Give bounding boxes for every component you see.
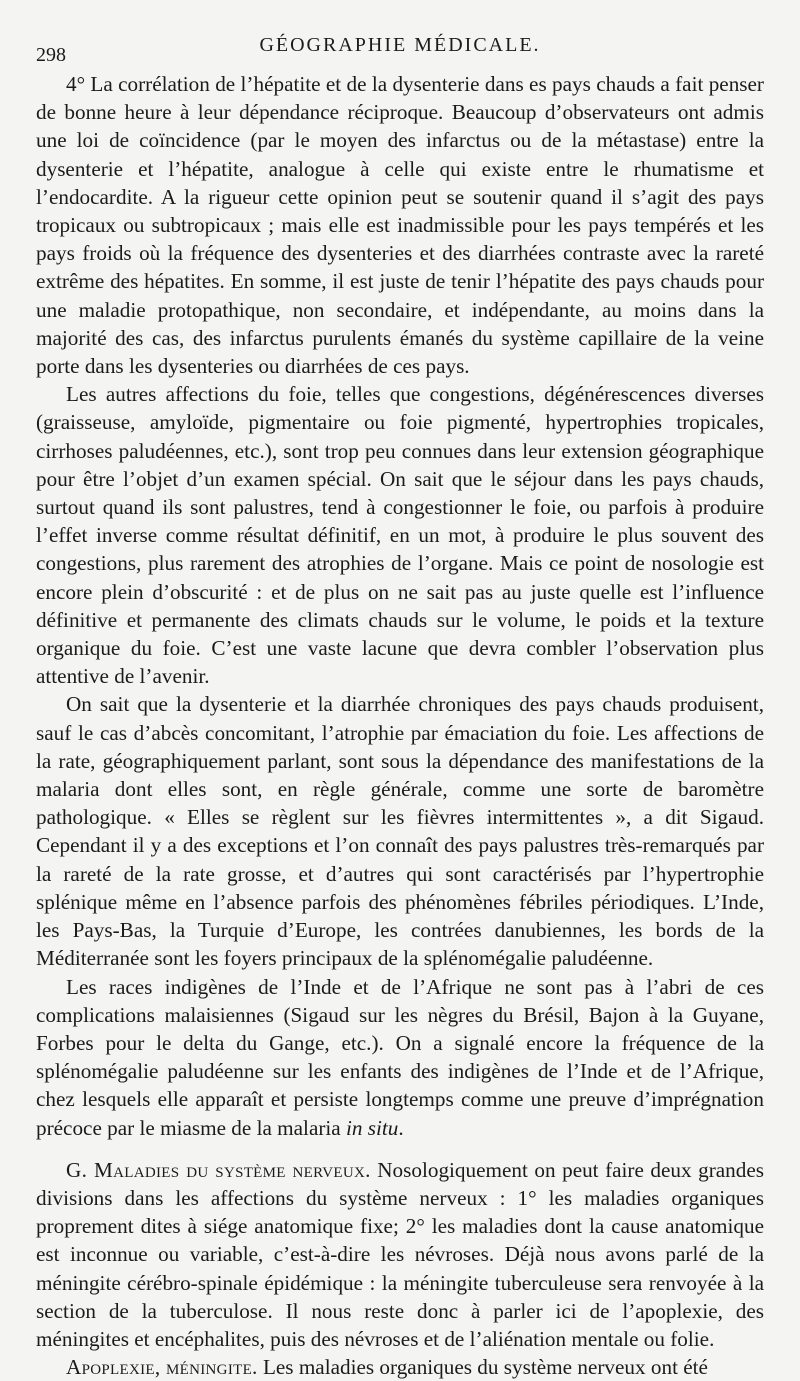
paragraph-liver-affections: Les autres affections du foie, telles que congestions, dégénérescences diverses (graisseuse, amyloïde, pigmentaire ou foie pigmenté, hypertrophies tropicales, cirrhoses paludéennes, etc.), sont trop peu connues dans leur extension géographique pour être l’objet d’un examen spécial. On sait que le séjour dans les pays chauds, surtout quand ils sont palustres, tend à congestionner le foie, ou parfois à produire l’effet inverse comme résultat définitif, en un mot, à produire le plus souvent des congestions, plus rarement des atrophies de l’organe. Mais ce point de nosologie est encore plein d’obscurité : et de plus on ne sait pas au juste quelle est l’influence définitive et permanente des climats chauds sur le volume, le poids et la texture organique du foie. C’est une vaste lacune que devra combler l’observation plus attentive de l’avenir. [36, 382, 764, 689]
italic-in-situ: in situ [346, 1115, 399, 1140]
paragraph-nervous-system-text: Nosologiquement on peut faire deux grandes divisions dans les affections du système nerveux : 1° les maladies organiques proprement dites à siége anatomique fixe; 2° les maladies dont la cause anatomique est inconnue ou variable, c’est-à-dire les névroses. Déjà nous avons parlé de la méningite cérébro-spinale épidémique : la méningite tuberculeuse sera renvoyée à la section de la tuberculose. Il nous reste donc à parler ici de l’apoplexie, des méningites et encéphalites, puis des névroses et de l’aliénation mentale ou folie. [36, 1157, 764, 1351]
paragraph-apoplexy [36, 1353, 764, 1381]
page-header [36, 32, 764, 66]
paragraph-spleen-affections: On sait que la dysenterie et la diarrhée chroniques des pays chauds produisent, sauf le cas d’abcès concomitant, l’atrophie par émaciation du foie. Les affections de la rate, géographiquement parlant, sont sous la dépendance des manifestations de la malaria dont elles sont, en règle générale, comme une sorte de baromètre pathologique. « Elles se règlent sur les fièvres intermittentes », a dit Sigaud. Cependant il y a des exceptions et l’on connaît des pays palustres très-remarqués par la rareté de la rate grosse, et d’autres qui sont caractérisés par l’hypertrophie splénique même en l’absence parfois des phénomènes fébriles périodiques. L’Inde, les Pays-Bas, la Turquie d’Europe, les contrées danubiennes, les bords de la Méditerranée sont les foyers principaux de la splénomégalie paludéenne. [36, 692, 764, 971]
section-heading-apoplexy: Apoplexie, méningite. [66, 1355, 258, 1380]
section-heading-nervous-system: G. Maladies du système nerveux. [66, 1157, 371, 1182]
paragraph-apoplexy-text: Les maladies organiques du système nerveux ont été [257, 1355, 708, 1380]
page-number: 298 [36, 44, 66, 66]
paragraph-nervous-system [36, 1156, 764, 1353]
paragraph-indigenous-races [36, 973, 764, 1142]
paragraph-indigenous-races-end: . [398, 1115, 404, 1140]
paragraph-hepatitis-dysentery: 4° La corrélation de l’hépatite et de la dysenterie dans es pays chauds a fait penser de bonne heure à leur dépendance réciproque. Beaucoup d’observateurs ont admis une loi de coïncidence (par le moyen des infarctus ou de la métastase) entre la dysenterie et l’hépatite, analogue à celle qui existe entre le rhumatisme et l’endocardite. A la rigueur cette opinion peut se soutenir quand il s’agit des pays tropicaux ou subtropicaux ; mais elle est inadmissible pour les pays tempérés et les pays froids où la fréquence des dysenteries et des diarrhées contraste avec la rareté extrême des hépatites. En somme, il est juste de tenir l’hépatite des pays chauds pour une maladie protopathique, non secondaire, et indépendante, au moins dans la majorité des cas, des infarctus purulents émanés du système capillaire de la veine porte dans les dysenteries ou diarrhées de ces pays. [36, 72, 764, 379]
paragraph-indigenous-races-text: Les races indigènes de l’Inde et de l’Afrique ne sont pas à l’abri de ces complications malaisiennes (Sigaud sur les nègres du Brésil, Bajon à la Guyane, Forbes pour le delta du Gange, etc.). On a signalé encore la fréquence de la splénomégalie paludéenne sur les enfants des indigènes de l’Inde et de l’Afrique, chez lesquels elle apparaît et persiste longtemps comme une preuve d’imprégnation précoce par le miasme de la malaria [36, 974, 764, 1140]
running-title: GÉOGRAPHIE MÉDICALE. [259, 34, 541, 56]
